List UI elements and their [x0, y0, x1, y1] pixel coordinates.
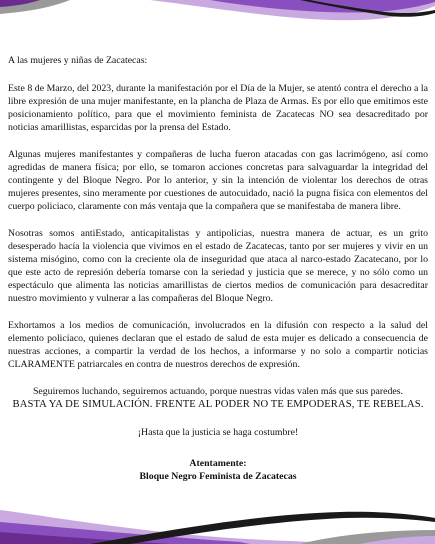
motto: ¡Hasta que la justicia se haga costumbre!: [137, 427, 299, 439]
letter-body: [8, 54, 428, 483]
greeting: A las mujeres y niñas de Zacatecas:: [8, 55, 148, 66]
signature-label: Atentamente:: [189, 458, 247, 470]
bottom-wave-decoration: [0, 492, 435, 544]
closing-slogan: BASTA YA DE SIMULACIÓN. FRENTE AL PODER NO TE EMPODERAS, TE REBELAS.: [12, 398, 424, 410]
paragraph: Este 8 de Marzo, del 2023, durante la manifestación por el Día de la Mujer, se atentó contra el derecho a la libre expresión de una mujer manifestante, en la plancha de Plaza de Armas. Es por ello que emitimos este posicionamiento político, para que el movimiento feminista de Zacatecas NO sea desacreditado por noticias amarillistas, esparcidas por la prensa del Estado.: [8, 83, 428, 134]
closing-line: Seguiremos luchando, seguiremos actuando, porque nuestras vidas valen más que sus paredes.: [32, 385, 403, 397]
paragraph: Exhortamos a los medios de comunicación, involucrados en la difusión con respecto a la salud del elemento policíaco, quienes declaran que el estado de salud de esta mujer es delicado a consecuencia de nuestras acciones, a compartir la verdad de los hechos, a informarse y no solo a compartir noticias CLARAMENTE patriarcales en contra de nuestros derechos de expresión.: [8, 320, 428, 371]
paragraph: Nosotras somos antiEstado, anticapitalistas y antipolicias, nuestra manera de actuar, es un grito desesperado hacía la violencia que vivimos en el estado de Zacatecas, tanto por ser mujeres y vivir en un sistema misógino, como con la creciente ola de inseguridad que ataca al narco-estado Zacatecano, por lo que este acto de represión debería tomarse con la seriedad y justicia que se merece, y no sólo como un espectáculo que alimenta las noticias amarillistas de ciertos medios de comunicación para desacreditar nuestro movimiento y vulnerar a las compañeras del Bloque Negro.: [8, 227, 428, 305]
closing-statement: [8, 385, 428, 411]
top-wave-decoration: [0, 0, 435, 40]
signature-name: Bloque Negro Feminista de Zacatecas: [139, 471, 297, 483]
paragraph: Algunas mujeres manifestantes y compañeras de lucha fueron atacadas con gas lacrimógeno, así como agredidas de manera física; por ello, se tomaron acciones concretas para salvaguardar la integridad del contingente y del Bloque Negro. Por lo anterior, y sin la intención de violentar los derechos de otras mujeres presentes, sino meramente por cuestiones de autocuidado, nació la pugna física con elementos del cuerpo policiaco, claramente con más ventaja que la compañera que se manifestaba de manera libre.: [8, 148, 428, 213]
signature: [8, 457, 428, 483]
